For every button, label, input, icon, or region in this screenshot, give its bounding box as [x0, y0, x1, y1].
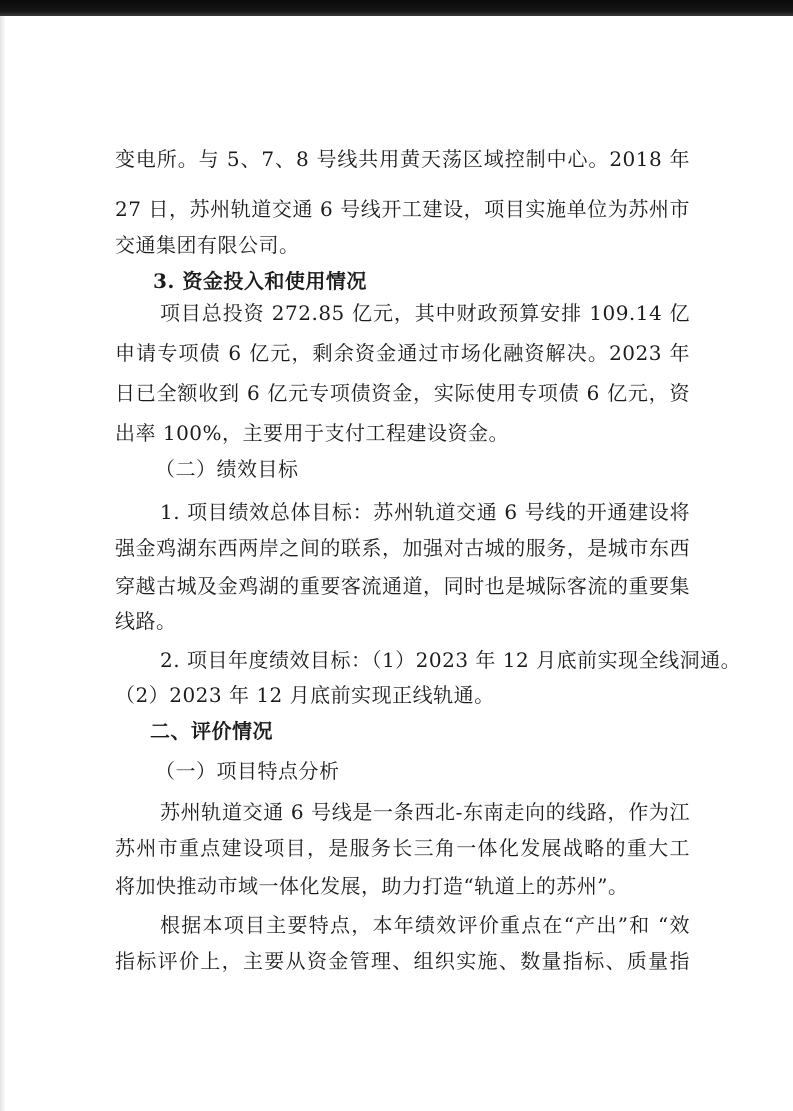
body-line: 出率 100%，主要用于支付工程建设资金。 [115, 421, 510, 445]
body-line: 强金鸡湖东西两岸之间的联系，加强对古城的服务，是城市东西 [115, 536, 690, 560]
body-line: 日已全额收到 6 亿元专项债资金，实际使用专项债 6 亿元，资 [115, 381, 690, 405]
body-line: 1. 项目绩效总体目标：苏州轨道交通 6 号线的开通建设将 [160, 500, 690, 524]
body-line: 穿越古城及金鸡湖的重要客流通道，同时也是城际客流的重要集 [115, 574, 690, 598]
body-line: 申请专项债 6 亿元，剩余资金通过市场化融资解决。2023 年 [115, 341, 690, 365]
body-line: 27 日，苏州轨道交通 6 号线开工建设，项目实施单位为苏州市 [115, 197, 690, 221]
body-line: 根据本项目主要特点，本年绩效评价重点在“产出”和 “效 [160, 913, 690, 937]
body-line: （2）2023 年 12 月底前实现正线轨通。 [115, 683, 495, 707]
body-line: 项目总投资 272.85 亿元，其中财政预算安排 109.14 亿 [160, 301, 690, 325]
subsection-heading: （二）绩效目标 [155, 457, 299, 481]
body-line: 线路。 [115, 609, 177, 633]
subsection-heading: （一）项目特点分析 [155, 759, 340, 783]
body-line: 变电所。与 5、7、8 号线共用黄天荡区域控制中心。2018 年 [115, 147, 690, 171]
body-line: 2. 项目年度绩效目标：（1）2023 年 12 月底前实现全线洞通。 [160, 648, 742, 672]
body-line: 指标评价上，主要从资金管理、组织实施、数量指标、质量指 [115, 949, 690, 973]
body-line: 交通集团有限公司。 [115, 233, 300, 257]
body-line: 苏州轨道交通 6 号线是一条西北-东南走向的线路，作为江 [160, 800, 690, 824]
body-line: 将加快推动市域一体化发展，助力打造“轨道上的苏州”。 [115, 874, 629, 898]
chapter-heading: 二、评价情况 [150, 719, 273, 743]
section-heading: 3. 资金投入和使用情况 [153, 269, 367, 293]
body-line: 苏州市重点建设项目，是服务长三角一体化发展战略的重大工 [115, 836, 690, 860]
